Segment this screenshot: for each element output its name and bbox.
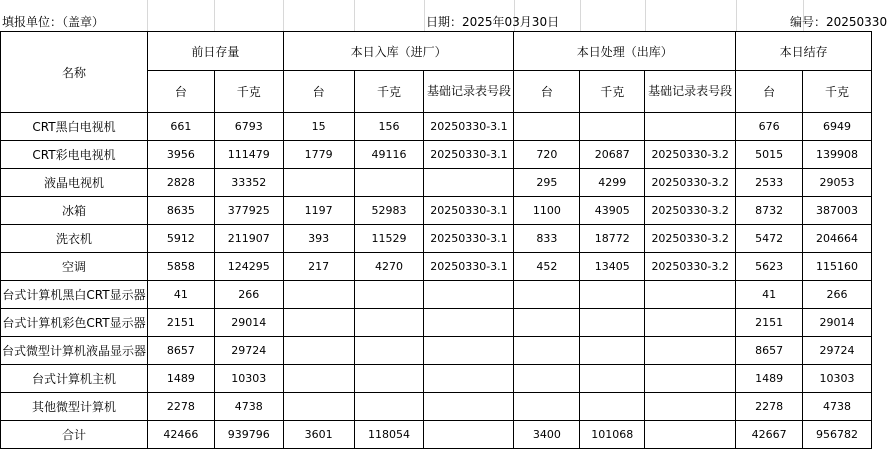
row-name-cell: 空调	[1, 253, 148, 281]
out-record-cell: 20250330-3.2	[645, 169, 736, 197]
balance-kg-cell: 204664	[803, 225, 872, 253]
table-row	[1, 141, 872, 169]
column-header-out-record-no: 基础记录表号段	[645, 71, 736, 113]
in-kg-cell	[354, 309, 424, 337]
prev-units-cell: 2828	[147, 169, 214, 197]
in-kg-cell: 4270	[354, 253, 424, 281]
prev-kg-cell: 124295	[214, 253, 283, 281]
out-kg-cell	[580, 337, 645, 365]
column-header-prev-units: 台	[147, 71, 214, 113]
prev-kg-cell: 10303	[214, 365, 283, 393]
row-name-cell: 液晶电视机	[1, 169, 148, 197]
out-kg-cell	[580, 113, 645, 141]
balance-units-cell: 5015	[736, 141, 803, 169]
out-record-cell	[645, 337, 736, 365]
report-number-label: 编号：20250330	[790, 15, 887, 29]
out-units-cell: 295	[514, 169, 580, 197]
column-header-in-kg: 千克	[354, 71, 424, 113]
balance-kg-cell: 4738	[803, 393, 872, 421]
out-kg-cell	[580, 309, 645, 337]
in-kg-cell: 49116	[354, 141, 424, 169]
in-units-cell: 393	[283, 225, 354, 253]
total-row	[1, 421, 872, 449]
balance-units-cell: 676	[736, 113, 803, 141]
prev-units-cell: 3956	[147, 141, 214, 169]
in-kg-cell	[354, 393, 424, 421]
in-units-cell	[283, 337, 354, 365]
in-record-cell	[424, 309, 514, 337]
prev-units-cell: 2151	[147, 309, 214, 337]
row-name-cell: 洗衣机	[1, 225, 148, 253]
balance-units-cell: 41	[736, 281, 803, 309]
balance-kg-cell: 387003	[803, 197, 872, 225]
column-group-processed: 本日处理（出库）	[514, 32, 736, 71]
table-row	[1, 365, 872, 393]
prev-kg-cell: 29014	[214, 309, 283, 337]
out-units-cell	[514, 113, 580, 141]
in-record-cell: 20250330-3.1	[424, 113, 514, 141]
table-row	[1, 393, 872, 421]
out-record-cell	[645, 393, 736, 421]
prev-kg-cell: 4738	[214, 393, 283, 421]
out-units-cell: 1100	[514, 197, 580, 225]
prev-kg-cell: 33352	[214, 169, 283, 197]
row-name-cell: 其他微型计算机	[1, 393, 148, 421]
balance-units-cell: 2533	[736, 169, 803, 197]
out-record-cell: 20250330-3.2	[645, 253, 736, 281]
table-row	[1, 113, 872, 141]
out-kg-cell: 4299	[580, 169, 645, 197]
balance-kg-cell: 6949	[803, 113, 872, 141]
balance-kg-cell: 139908	[803, 141, 872, 169]
prev-units-cell: 1489	[147, 365, 214, 393]
prev-kg-cell: 377925	[214, 197, 283, 225]
in-kg-cell	[354, 365, 424, 393]
out-kg-cell	[580, 281, 645, 309]
in-kg-cell: 11529	[354, 225, 424, 253]
out-units-cell	[514, 365, 580, 393]
out-record-cell	[645, 421, 736, 449]
in-units-cell: 217	[283, 253, 354, 281]
balance-units-cell: 2151	[736, 309, 803, 337]
in-units-cell	[283, 309, 354, 337]
column-header-balance-kg: 千克	[803, 71, 872, 113]
in-kg-cell: 118054	[354, 421, 424, 449]
in-units-cell: 1779	[283, 141, 354, 169]
table-row	[1, 197, 872, 225]
table-row	[1, 225, 872, 253]
in-units-cell	[283, 393, 354, 421]
out-record-cell: 20250330-3.2	[645, 225, 736, 253]
out-kg-cell: 18772	[580, 225, 645, 253]
balance-kg-cell: 29014	[803, 309, 872, 337]
in-record-cell: 20250330-3.1	[424, 225, 514, 253]
column-group-balance: 本日结存	[736, 32, 872, 71]
in-units-cell	[283, 365, 354, 393]
out-kg-cell	[580, 393, 645, 421]
column-header-out-units: 台	[514, 71, 580, 113]
row-name-cell: 台式微型计算机液晶显示器	[1, 337, 148, 365]
out-units-cell	[514, 337, 580, 365]
out-record-cell	[645, 281, 736, 309]
in-kg-cell	[354, 169, 424, 197]
out-units-cell	[514, 309, 580, 337]
column-header-out-kg: 千克	[580, 71, 645, 113]
prev-kg-cell: 939796	[214, 421, 283, 449]
in-kg-cell: 156	[354, 113, 424, 141]
column-group-inbound: 本日入库（进厂）	[283, 32, 514, 71]
prev-kg-cell: 266	[214, 281, 283, 309]
prev-units-cell: 8635	[147, 197, 214, 225]
row-name-cell: 冰箱	[1, 197, 148, 225]
form-header	[0, 9, 887, 31]
prev-kg-cell: 211907	[214, 225, 283, 253]
in-record-cell	[424, 281, 514, 309]
in-record-cell	[424, 421, 514, 449]
table-row	[1, 169, 872, 197]
table-row	[1, 281, 872, 309]
inventory-table	[0, 31, 872, 449]
prev-units-cell: 8657	[147, 337, 214, 365]
column-header-in-units: 台	[283, 71, 354, 113]
out-units-cell	[514, 393, 580, 421]
balance-units-cell: 42667	[736, 421, 803, 449]
balance-units-cell: 2278	[736, 393, 803, 421]
header-row-groups	[1, 32, 872, 71]
in-record-cell: 20250330-3.1	[424, 141, 514, 169]
prev-kg-cell: 6793	[214, 113, 283, 141]
row-name-cell: CRT彩电电视机	[1, 141, 148, 169]
prev-units-cell: 42466	[147, 421, 214, 449]
in-units-cell: 3601	[283, 421, 354, 449]
prev-units-cell: 5858	[147, 253, 214, 281]
out-kg-cell: 101068	[580, 421, 645, 449]
balance-units-cell: 8657	[736, 337, 803, 365]
reporting-unit-label: 填报单位：（盖章）	[2, 15, 105, 29]
prev-kg-cell: 111479	[214, 141, 283, 169]
out-kg-cell: 20687	[580, 141, 645, 169]
column-header-balance-units: 台	[736, 71, 803, 113]
in-units-cell	[283, 281, 354, 309]
in-kg-cell	[354, 281, 424, 309]
prev-units-cell: 2278	[147, 393, 214, 421]
out-units-cell: 720	[514, 141, 580, 169]
balance-units-cell: 8732	[736, 197, 803, 225]
row-name-cell: CRT黑白电视机	[1, 113, 148, 141]
out-units-cell: 452	[514, 253, 580, 281]
row-name-cell: 台式计算机彩色CRT显示器	[1, 309, 148, 337]
in-record-cell	[424, 337, 514, 365]
out-units-cell: 3400	[514, 421, 580, 449]
row-name-cell: 台式计算机黑白CRT显示器	[1, 281, 148, 309]
balance-kg-cell: 29053	[803, 169, 872, 197]
column-group-previous-stock: 前日存量	[147, 32, 283, 71]
out-units-cell	[514, 281, 580, 309]
out-kg-cell	[580, 365, 645, 393]
column-header-name: 名称	[1, 32, 148, 113]
balance-kg-cell: 956782	[803, 421, 872, 449]
in-kg-cell	[354, 337, 424, 365]
prev-units-cell: 41	[147, 281, 214, 309]
in-record-cell	[424, 393, 514, 421]
prev-kg-cell: 29724	[214, 337, 283, 365]
in-record-cell: 20250330-3.1	[424, 197, 514, 225]
in-units-cell	[283, 169, 354, 197]
balance-kg-cell: 266	[803, 281, 872, 309]
in-kg-cell: 52983	[354, 197, 424, 225]
row-name-cell: 合计	[1, 421, 148, 449]
table-row	[1, 253, 872, 281]
table-row	[1, 337, 872, 365]
column-header-in-record-no: 基础记录表号段	[424, 71, 514, 113]
out-record-cell: 20250330-3.2	[645, 141, 736, 169]
balance-units-cell: 1489	[736, 365, 803, 393]
out-record-cell	[645, 365, 736, 393]
balance-kg-cell: 10303	[803, 365, 872, 393]
out-record-cell: 20250330-3.2	[645, 197, 736, 225]
in-record-cell	[424, 169, 514, 197]
prev-units-cell: 5912	[147, 225, 214, 253]
balance-kg-cell: 115160	[803, 253, 872, 281]
balance-units-cell: 5623	[736, 253, 803, 281]
balance-units-cell: 5472	[736, 225, 803, 253]
out-record-cell	[645, 309, 736, 337]
table-row	[1, 309, 872, 337]
out-kg-cell: 13405	[580, 253, 645, 281]
balance-kg-cell: 29724	[803, 337, 872, 365]
in-units-cell: 15	[283, 113, 354, 141]
report-date-label: 日期：2025年03月30日	[426, 15, 560, 29]
column-header-prev-kg: 千克	[214, 71, 283, 113]
out-record-cell	[645, 113, 736, 141]
in-record-cell	[424, 365, 514, 393]
out-kg-cell: 43905	[580, 197, 645, 225]
prev-units-cell: 661	[147, 113, 214, 141]
out-units-cell: 833	[514, 225, 580, 253]
row-name-cell: 台式计算机主机	[1, 365, 148, 393]
in-units-cell: 1197	[283, 197, 354, 225]
in-record-cell: 20250330-3.1	[424, 253, 514, 281]
